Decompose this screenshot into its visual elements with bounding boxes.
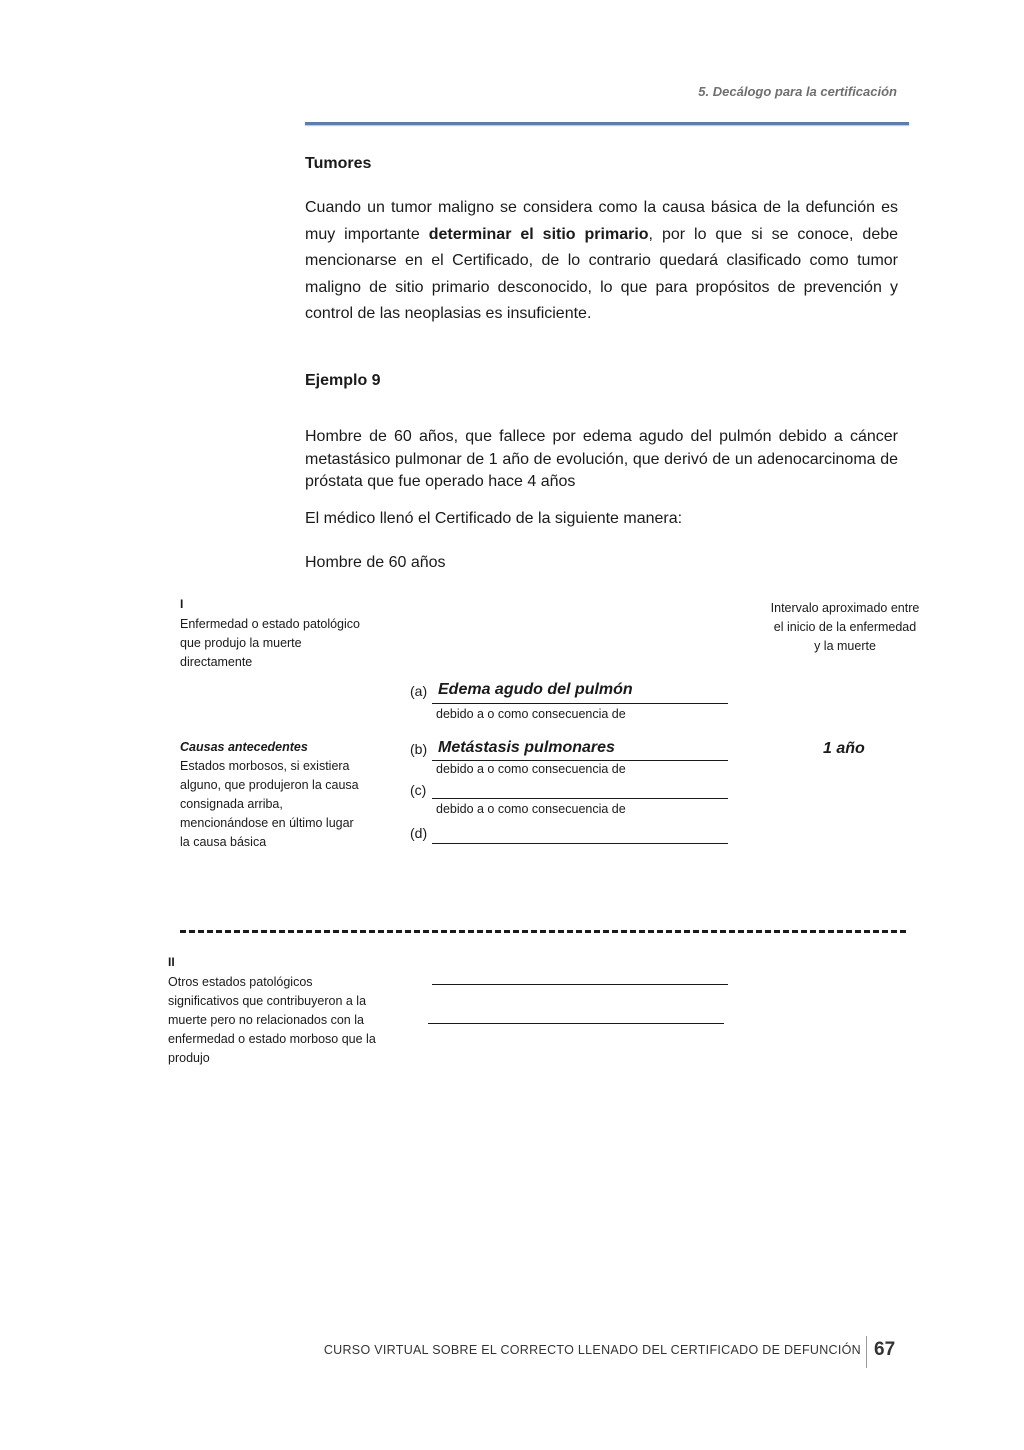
part-two-label: Otros estados patológicos significativos que contribuyeron a la muerte pero no relacionados con la enfermedad o estado morboso que la produjo <box>168 975 376 1065</box>
footer-divider <box>866 1336 867 1368</box>
due-to-label-3: debido a o como consecuencia de <box>436 802 626 816</box>
footer-course-title: CURSO VIRTUAL SOBRE EL CORRECTO LLENADO DEL CERTIFICADO DE DEFUNCIÓN <box>323 1343 861 1357</box>
line-c-letter: (c) <box>410 782 427 798</box>
line-a-value: Edema agudo del pulmón <box>438 681 633 698</box>
line-c-underline <box>432 798 728 799</box>
line-a-underline <box>432 703 728 704</box>
example-description: Hombre de 60 años, que fallece por edema agudo del pulmón debido a cáncer metastásico pulmonar de 1 año de evolución, que derivó de un adenocarcinoma de próstata que fue operado hace 4 años <box>305 428 898 490</box>
part-two-line-2 <box>428 1023 724 1024</box>
antecedent-causes-label: Estados morbosos, si existiera alguno, que produjeron la causa consignada arriba, mencionándose en último lugar la causa básica <box>180 759 359 849</box>
line-b-interval: 1 año <box>823 740 865 757</box>
line-b-underline <box>432 760 728 761</box>
section-separator <box>180 930 906 933</box>
line-a-letter: (a) <box>410 683 428 699</box>
page-number: 67 <box>874 1339 896 1360</box>
part-one-numeral: I <box>180 597 184 611</box>
example-heading: Ejemplo 9 <box>305 372 381 389</box>
line-d-underline <box>432 843 728 844</box>
intro-paragraph <box>305 195 898 328</box>
section-heading: Tumores <box>305 155 372 172</box>
chapter-title: 5. Decálogo para la certificación <box>698 84 897 99</box>
due-to-label-2: debido a o como consecuencia de <box>436 762 626 776</box>
intro-text-start: Cuando un tumor maligno se considera como la causa básica de la defunción es muy importante <box>305 199 898 243</box>
part-two-numeral: II <box>168 955 175 969</box>
part-one-label: Enfermedad o estado patológico que produjo la muerte directamente <box>180 617 360 669</box>
line-b-value: Metástasis pulmonares <box>438 739 615 756</box>
filled-note: El médico llenó el Certificado de la siguiente manera: <box>305 510 683 527</box>
line-d-letter: (d) <box>410 825 428 841</box>
intro-text-end: , por lo que si se conoce, debe mencionarse en el Certificado, de lo contrario quedará clasificado como tumor maligno de sitio primario desconocido, lo que para propósitos de prevención y control de las neoplasias es insuficiente. <box>305 225 899 322</box>
part-two-line-1 <box>432 984 728 985</box>
due-to-label-1: debido a o como consecuencia de <box>436 707 626 721</box>
interval-header: Intervalo aproximado entre el inicio de la enfermedad y la muerte <box>770 601 920 653</box>
patient-line: Hombre de 60 años <box>305 554 446 571</box>
antecedent-causes-title: Causas antecedentes <box>180 740 308 754</box>
header-divider <box>305 122 909 125</box>
intro-text-emphasis: determinar el sitio primario <box>428 225 649 243</box>
antecedent-causes <box>180 738 360 852</box>
line-b-letter: (b) <box>410 741 428 757</box>
